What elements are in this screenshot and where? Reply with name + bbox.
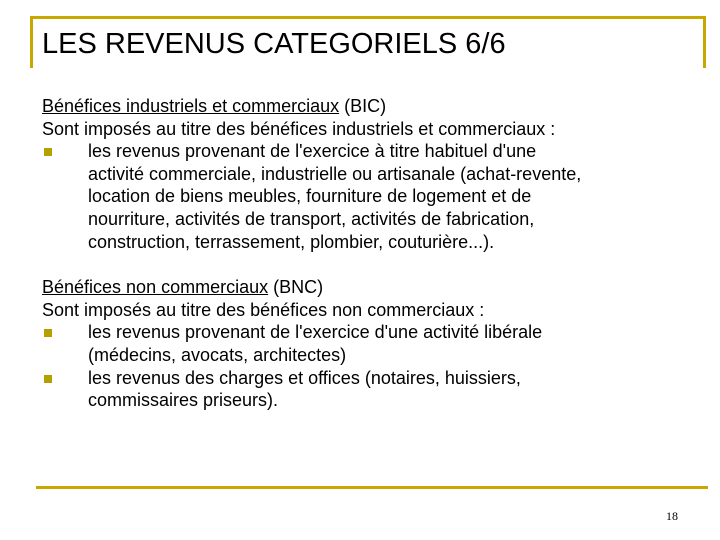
section-heading-underlined: Bénéfices non commerciaux: [42, 277, 269, 298]
bullet-line: (médecins, avocats, architectes): [88, 344, 347, 365]
section-intro: Sont imposés au titre des bénéfices industriels et commerciaux :: [42, 118, 556, 139]
bullet-line: les revenus des charges et offices (notaires, huissiers,: [88, 367, 521, 388]
section-bnc: [42, 276, 692, 412]
slide-title: LES REVENUS CATEGORIELS 6/6: [42, 28, 506, 60]
section-heading-underlined: Bénéfices industriels et commerciaux: [42, 96, 340, 116]
slide-body: [42, 95, 692, 412]
title-frame-top-border: [30, 16, 706, 19]
bullet-line: commissaires priseurs).: [88, 390, 279, 411]
title-frame-right-border: [703, 16, 706, 68]
bullet-line: les revenus provenant de l'exercice d'une activité libérale: [88, 322, 543, 343]
square-bullet-icon: [44, 329, 52, 337]
bullet-line: les revenus provenant de l'exercice à titre habituel d'une: [88, 141, 537, 162]
bullet-item: [42, 140, 692, 253]
title-frame-left-border: [30, 16, 33, 68]
bullet-line: construction, terrassement, plombier, couturière...).: [88, 231, 495, 252]
bullet-item: [42, 321, 692, 366]
bullet-line: activité commerciale, industrielle ou artisanale (achat-revente,: [88, 163, 582, 184]
section-heading: [42, 276, 692, 299]
footer-divider: [36, 486, 708, 489]
section-heading-suffix: (BIC): [339, 96, 387, 116]
bullet-line: location de biens meubles, fourniture de logement et de: [88, 186, 532, 207]
bullet-line: nourriture, activités de transport, activités de fabrication,: [88, 208, 535, 229]
section-intro: Sont imposés au titre des bénéfices non commerciaux :: [42, 299, 485, 320]
section-bic: [42, 95, 692, 253]
bullet-text: [88, 321, 692, 366]
square-bullet-icon: [44, 148, 52, 156]
bullet-text: [88, 140, 692, 253]
bullet-text: [88, 367, 692, 412]
section-heading-suffix: (BNC): [268, 277, 324, 298]
page-number: 18: [666, 509, 678, 523]
section-heading: [42, 95, 692, 118]
bullet-item: [42, 367, 692, 412]
square-bullet-icon: [44, 375, 52, 383]
